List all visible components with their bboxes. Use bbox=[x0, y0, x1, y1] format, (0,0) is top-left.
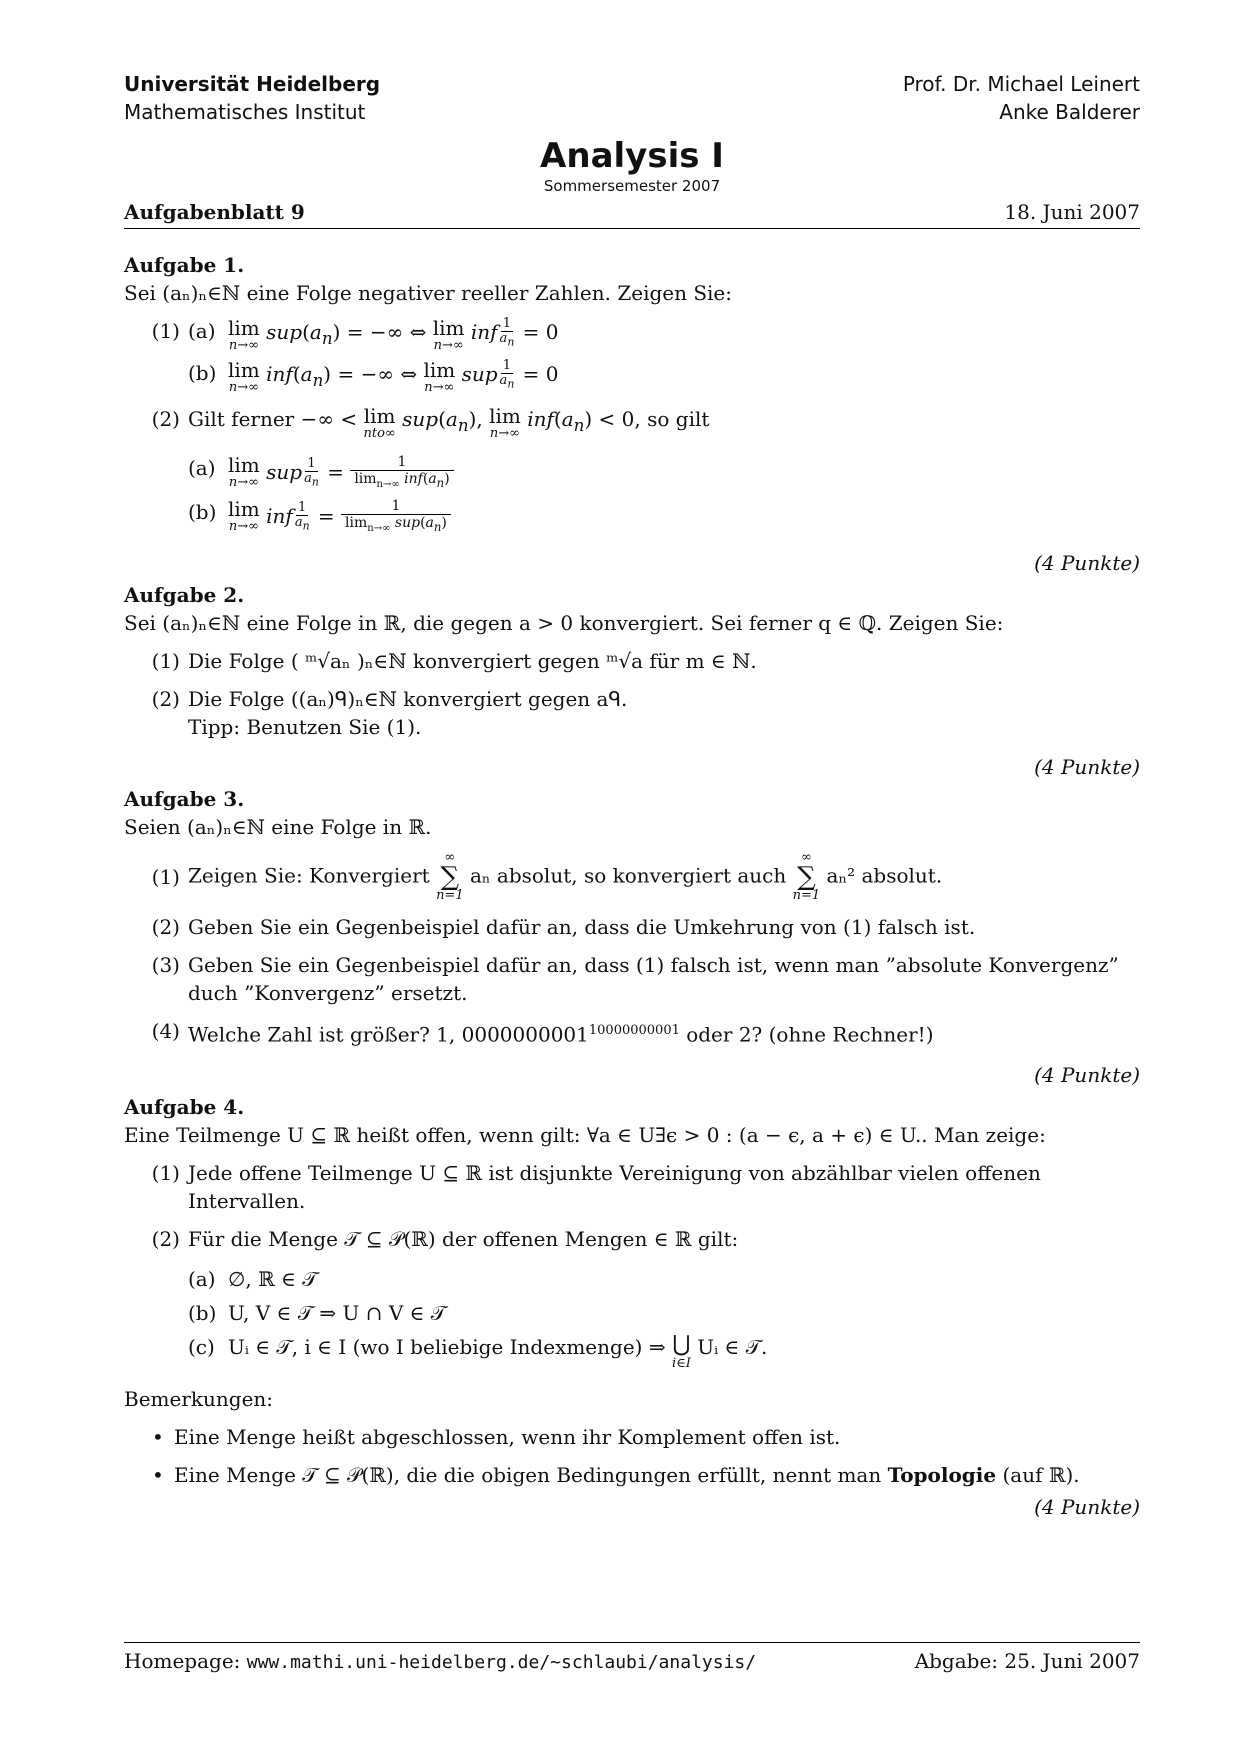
task-intro: Sei (aₙ)ₙ∈ℕ eine Folge negativer reeller Zahlen. Zeigen Sie: bbox=[124, 281, 733, 305]
task-points: (4 Punkte) bbox=[1034, 1062, 1140, 1087]
task-4-item-2 bbox=[124, 1225, 1140, 1371]
semester: Sommersemester 2007 bbox=[543, 177, 721, 195]
remark-text: Eine Menge 𝒯 ⊆ 𝒫(ℝ), die die obigen Bedingungen erfüllt, nennt man bbox=[174, 1462, 888, 1487]
task-4-item-2a: (a) ∅, ℝ ∈ 𝒯 bbox=[188, 1266, 318, 1291]
task-1 bbox=[124, 251, 1140, 577]
page-title: Analysis I bbox=[540, 136, 724, 176]
item-number: (2) bbox=[151, 1226, 180, 1251]
homepage-label: Homepage: bbox=[124, 1649, 241, 1673]
item-hint: Tipp: Benutzen Sie (1). bbox=[188, 715, 422, 740]
task-intro: Sei (aₙ)ₙ∈ℕ eine Folge in ℝ, die gegen a > 0 konvergiert. Sei ferner q ∈ ℚ. Zeigen Sie: bbox=[124, 611, 1004, 636]
item-text: Die Folge ( ᵐ√aₙ )ₙ∈ℕ konvergiert gegen ᵐ√a für m ∈ ℕ. bbox=[188, 649, 757, 674]
sheet-date: 18. Juni 2007 bbox=[1004, 200, 1140, 224]
task-1-item-1 bbox=[124, 317, 1140, 395]
formula-1b: (b) lim n→∞ $inf(a_n)$ = −∞ ⇔ lim n→∞ sup $\frac{1}{a_n}$ = 0 bbox=[188, 357, 559, 395]
item-text: Die Folge ((aₙ)ᑫ)ₙ∈ℕ konvergiert gegen aᑫ. bbox=[188, 687, 628, 712]
header bbox=[124, 70, 1140, 126]
item-text: Zeigen Sie: Konvergiert bbox=[188, 863, 430, 888]
item-text: aₙ absolut, so konvergiert auch bbox=[469, 863, 787, 888]
formula-2-condition: Gilt ferner −∞ < lim nto∞ $sup(a_n)$, lim n→∞ $inf(a_n) < 0$, so gilt bbox=[188, 403, 710, 441]
task-1-item-2 bbox=[124, 405, 1140, 538]
sum-symbol: ∞ ∑ n=1 bbox=[792, 850, 821, 904]
item-number: (1) bbox=[151, 1160, 180, 1185]
formula-1a: (a) lim n→∞ $sup(a_n)$ = −∞ ⇔ lim n→∞ inf $\frac{1}{a_n}$ = 0 bbox=[188, 316, 559, 353]
university-name: Universität Heidelberg bbox=[124, 72, 381, 96]
task-3-item-4 bbox=[124, 1017, 1140, 1049]
sheet-number: Aufgabenblatt 9 bbox=[124, 200, 305, 224]
remark-text: Eine Menge heißt abgeschlossen, wenn ihr Komplement offen ist. bbox=[174, 1424, 841, 1449]
item-number: (2) bbox=[151, 915, 180, 940]
task-3-item-3 bbox=[124, 951, 1140, 1007]
remarks-title: Bemerkungen: bbox=[124, 1386, 274, 1411]
item-text: U, V ∈ 𝒯 ⇒ U ∩ V ∈ 𝒯 bbox=[228, 1300, 447, 1325]
formula-2a: (a) lim n→∞ sup $\frac{1}{a_n}$ = 1 $\lim_{n\to\infty} inf(a_n)$ bbox=[188, 454, 1140, 493]
item-text: Für die Menge 𝒯 ⊆ 𝒫(ℝ) der offenen Mengen ∈ ℝ gilt: bbox=[188, 1226, 739, 1251]
item-text: Geben Sie ein Gegenbeispiel dafür an, dass (1) falsch ist, wenn man ”absolute Konvergenz” duch ”Konvergenz” ersetzt. bbox=[188, 953, 1119, 1006]
homepage-link[interactable]: www.mathi.uni-heidelberg.de/~schlaubi/analysis/ bbox=[246, 1652, 757, 1673]
task-points: (4 Punkte) bbox=[1034, 1494, 1140, 1519]
item-number: (1) bbox=[151, 319, 180, 343]
exercise-sheet bbox=[124, 70, 1140, 1521]
item-text: aₙ² absolut. bbox=[826, 863, 943, 888]
task-3-item-1 bbox=[124, 851, 1140, 903]
item-text: oder 2? (ohne Rechner!) bbox=[679, 1022, 934, 1047]
item-text: Jede offene Teilmenge U ⊆ ℝ ist disjunkte Vereinigung von abzählbar vielen offenen Intervallen. bbox=[188, 1160, 1041, 1213]
task-2-item-2 bbox=[124, 685, 1140, 741]
header-right bbox=[903, 70, 1140, 126]
task-4-item-2c: (c) Uᵢ ∈ 𝒯, i ∈ I (wo I beliebige Indexmenge) ⇒ ⋃ i∈I Uᵢ ∈ 𝒯. bbox=[188, 1331, 768, 1371]
task-3-item-2 bbox=[124, 913, 1140, 941]
union-symbol: ⋃ i∈I bbox=[671, 1331, 691, 1371]
due-date: Abgabe: 25. Juni 2007 bbox=[914, 1649, 1140, 1673]
task-title: Aufgabe 1. bbox=[124, 253, 245, 277]
remark-text: (auf ℝ). bbox=[996, 1462, 1080, 1487]
formula-2b: (b) lim n→∞ inf $\frac{1}{a_n}$ = 1 $\lim_{n\to\infty} sup(a_n)$ bbox=[188, 498, 1140, 537]
item-number: (4) bbox=[151, 1019, 180, 1044]
professor-name: Prof. Dr. Michael Leinert bbox=[902, 72, 1140, 96]
bullet-icon: • bbox=[152, 1424, 164, 1449]
sheet-bar bbox=[124, 198, 1140, 229]
item-text: Welche Zahl ist größer? 1, 0000000001 bbox=[188, 1022, 589, 1047]
remark-2 bbox=[124, 1461, 1140, 1489]
item-number: (2) bbox=[151, 406, 180, 431]
item-number: (3) bbox=[151, 953, 180, 978]
task-title: Aufgabe 2. bbox=[124, 583, 245, 608]
exponent: 10000000001 bbox=[588, 1023, 680, 1039]
item-text: ∅, ℝ ∈ 𝒯 bbox=[228, 1266, 318, 1291]
item-text: Uᵢ ∈ 𝒯, i ∈ I (wo I beliebige Indexmenge) ⇒ bbox=[228, 1334, 666, 1359]
task-4 bbox=[124, 1093, 1140, 1521]
item-number: (1) bbox=[151, 649, 180, 674]
task-4-item-2b: (b) U, V ∈ 𝒯 ⇒ U ∩ V ∈ 𝒯 bbox=[188, 1300, 447, 1325]
institute-name: Mathematisches Institut bbox=[124, 100, 366, 124]
assistant-name: Anke Balderer bbox=[999, 100, 1140, 124]
task-intro: Seien (aₙ)ₙ∈ℕ eine Folge in ℝ. bbox=[124, 815, 432, 840]
item-text: Uᵢ ∈ 𝒯. bbox=[697, 1334, 768, 1359]
item-text: Geben Sie ein Gegenbeispiel dafür an, dass die Umkehrung von (1) falsch ist. bbox=[188, 915, 976, 940]
footer bbox=[124, 1642, 1140, 1673]
bullet-icon: • bbox=[152, 1462, 164, 1487]
title-block bbox=[124, 136, 1140, 196]
remark-term: Topologie bbox=[887, 1462, 997, 1487]
task-4-item-1 bbox=[124, 1159, 1140, 1215]
task-points: (4 Punkte) bbox=[1034, 551, 1140, 576]
remark-1 bbox=[124, 1423, 1140, 1451]
item-number: (1) bbox=[151, 865, 180, 890]
task-title: Aufgabe 4. bbox=[124, 1094, 245, 1119]
task-2 bbox=[124, 581, 1140, 781]
header-left bbox=[124, 70, 380, 126]
task-2-item-1 bbox=[124, 647, 1140, 675]
task-3 bbox=[124, 785, 1140, 1089]
task-points: (4 Punkte) bbox=[1034, 755, 1140, 780]
task-intro: Eine Teilmenge U ⊆ ℝ heißt offen, wenn gilt: ∀a ∈ U∃ϵ > 0 : (a − ϵ, a + ϵ) ∈ U.. Man zeige: bbox=[124, 1122, 1046, 1147]
task-title: Aufgabe 3. bbox=[124, 787, 245, 812]
item-number: (2) bbox=[151, 687, 180, 712]
sum-symbol: ∞ ∑ n=1 bbox=[436, 850, 464, 904]
